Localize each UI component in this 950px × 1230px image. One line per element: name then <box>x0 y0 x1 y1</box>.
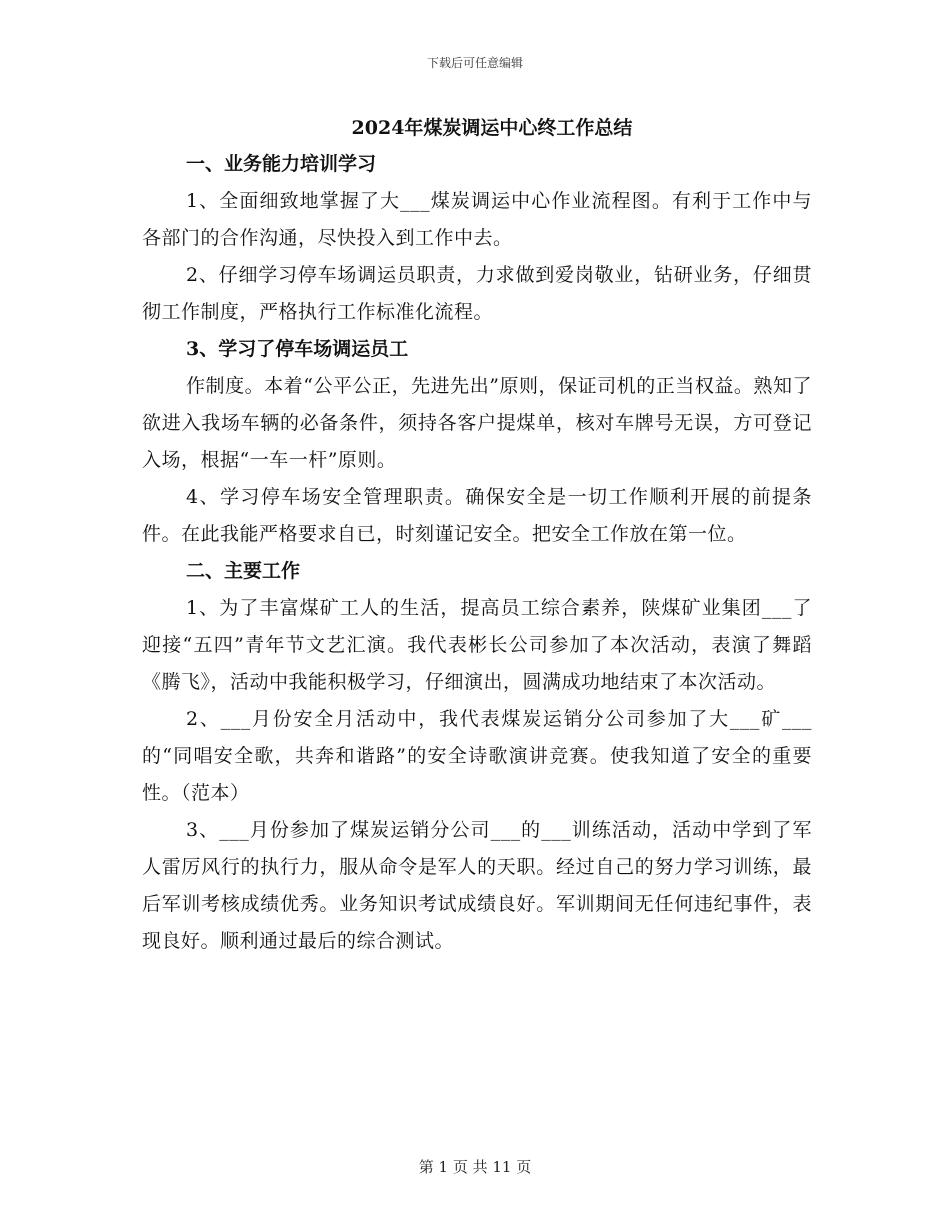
section-main-work <box>142 553 812 960</box>
document-body <box>142 110 812 960</box>
paragraph: 1、全面细致地掌握了大___煤炭调运中心作业流程图。有利于工作中与各部门的合作沟通，尽快投入到工作中去。 <box>142 190 812 249</box>
paragraph: 4、学习停车场安全管理职责。确保安全是一切工作顺利开展的前提条件。在此我能严格要求自已，时刻谨记安全。把安全工作放在第一位。 <box>142 486 812 545</box>
header-note: 下载后可任意编辑 <box>426 56 523 70</box>
section-business-training <box>142 146 812 331</box>
section-heading: 3、学习了停车场调运员工 <box>186 338 409 360</box>
document-title: 2024年煤炭调运中心终工作总结 <box>351 117 633 139</box>
paragraph: 1、为了丰富煤矿工人的生活，提高员工综合素养，陕煤矿业集团___了迎接“五四”青年节文艺汇演。我代表彬长公司参加了本次活动，表演了舞蹈《腾飞》，活动中我能积极学习，仔细演出，圆满成功地结束了本次活动。 <box>142 597 812 693</box>
paragraph: 3、___月份参加了煤炭运销分公司___的___训练活动，活动中学到了军人雷厉风行的执行力，服从命令是军人的天职。经过自己的努力学习训练，最后军训考核成绩优秀。业务知识考试成绩良好。军训期间无任何违纪事件，表现良好。顺利通过最后的综合测试。 <box>142 819 812 952</box>
section-heading: 二、主要工作 <box>186 560 301 582</box>
paragraph: 2、___月份安全月活动中，我代表煤炭运销分公司参加了大___矿___的“同唱安全歌，共奔和谐路”的安全诗歌演讲竞赛。使我知道了安全的重要性。（范本） <box>142 708 812 804</box>
section-heading: 一、业务能力培训学习 <box>186 153 377 175</box>
section-parking-rules <box>142 331 812 553</box>
paragraph: 2、仔细学习停车场调运员职责，力求做到爱岗敬业，钻研业务，仔细贯彻工作制度，严格执行工作标准化流程。 <box>142 264 812 323</box>
page-number-footer: 第 1 页 共 11 页 <box>418 1158 532 1176</box>
paragraph: 作制度。本着“公平公正，先进先出”原则，保证司机的正当权益。熟知了欲进入我场车辆的必备条件，须持各客户提煤单，核对车牌号无误，方可登记入场，根据“一车一杆”原则。 <box>142 375 812 471</box>
